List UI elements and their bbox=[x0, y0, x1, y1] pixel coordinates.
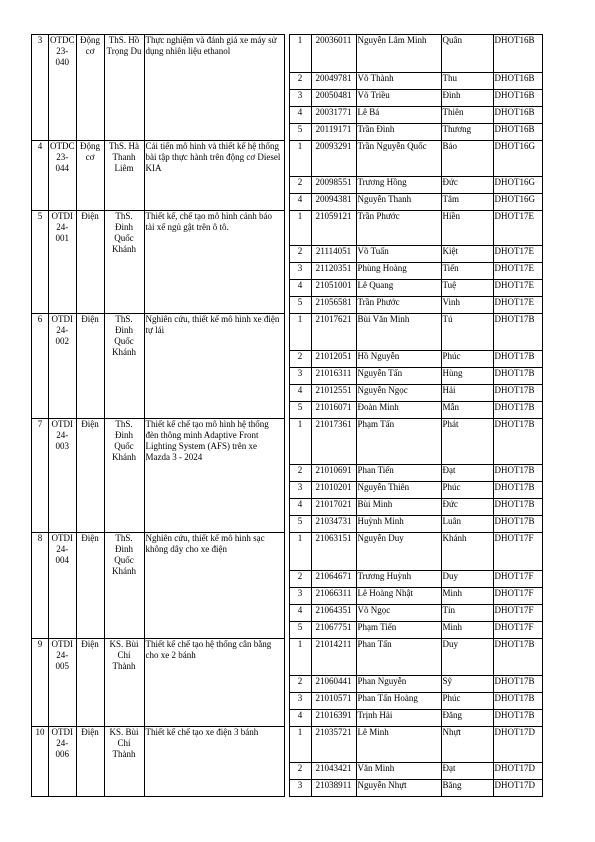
student-last-name: Nguyễn Ngọc bbox=[356, 385, 441, 402]
student-index: 1 bbox=[289, 419, 311, 465]
student-index: 5 bbox=[289, 516, 311, 533]
student-class: DHOT17B bbox=[493, 351, 542, 368]
student-first-name: Đức bbox=[441, 499, 493, 516]
project-code-line: 23- bbox=[56, 46, 69, 56]
student-class: DHOT17B bbox=[493, 516, 542, 533]
project-code-line: 23- bbox=[56, 152, 69, 162]
advisor bbox=[104, 419, 144, 533]
project-field-line: Điện bbox=[81, 639, 99, 649]
group-first-row bbox=[32, 533, 543, 571]
student-index: 5 bbox=[289, 124, 311, 141]
project-field bbox=[76, 35, 104, 141]
student-first-name: Đức bbox=[441, 177, 493, 194]
student-class: DHOT16B bbox=[493, 35, 542, 73]
student-first-name: Duy bbox=[441, 571, 493, 588]
project-field bbox=[76, 419, 104, 533]
student-index: 5 bbox=[289, 297, 311, 314]
student-class: DHOT16B bbox=[493, 90, 542, 107]
student-index: 4 bbox=[289, 385, 311, 402]
project-code bbox=[49, 727, 77, 797]
project-code-line: OTDI bbox=[51, 639, 73, 649]
student-index: 1 bbox=[289, 211, 311, 246]
student-index: 1 bbox=[289, 141, 311, 177]
student-class: DHOT17F bbox=[493, 622, 542, 639]
student-index: 4 bbox=[289, 710, 311, 727]
student-last-name: Võ Thành bbox=[356, 73, 441, 90]
row-number: 3 bbox=[32, 35, 49, 141]
student-index: 1 bbox=[289, 35, 311, 73]
student-id: 20050481 bbox=[311, 90, 356, 107]
student-last-name: Võ Ngọc bbox=[356, 605, 441, 622]
student-index: 1 bbox=[289, 727, 311, 763]
student-index: 4 bbox=[289, 107, 311, 124]
student-last-name: Nguyễn Lâm Minh bbox=[356, 35, 441, 73]
student-id: 20094381 bbox=[311, 194, 356, 211]
advisor bbox=[104, 141, 144, 211]
advisor-line: Thanh bbox=[112, 152, 136, 162]
student-id: 20093291 bbox=[311, 141, 356, 177]
student-index: 2 bbox=[289, 351, 311, 368]
project-title: Nghiên cứu, thiết kế mô hình sạc không dây cho xe điện bbox=[144, 533, 284, 639]
student-last-name: Võ Triều bbox=[356, 90, 441, 107]
student-first-name: Mẫn bbox=[441, 402, 493, 419]
student-first-name: Tín bbox=[441, 605, 493, 622]
student-last-name: Bùi Minh bbox=[356, 499, 441, 516]
student-last-name: Nguyễn Duy bbox=[356, 533, 441, 571]
project-code-line: 002 bbox=[55, 336, 69, 346]
student-id: 21067751 bbox=[311, 622, 356, 639]
project-code-line: OTDI bbox=[51, 211, 73, 221]
student-first-name: Minh bbox=[441, 622, 493, 639]
student-last-name: Văn Minh bbox=[356, 763, 441, 780]
student-first-name: Phúc bbox=[441, 482, 493, 499]
student-last-name: Trần Đình bbox=[356, 124, 441, 141]
student-first-name: Luân bbox=[441, 516, 493, 533]
project-title: Nghiên cứu, thiết kế mô hình xe điện tự lái bbox=[144, 314, 284, 419]
project-field bbox=[76, 211, 104, 314]
group-first-row bbox=[32, 419, 543, 465]
project-code bbox=[49, 533, 77, 639]
student-class: DHOT16G bbox=[493, 177, 542, 194]
row-number: 5 bbox=[32, 211, 49, 314]
advisor-line: ThS. Hồ bbox=[108, 35, 140, 45]
student-last-name: Phạm Tấn bbox=[356, 419, 441, 465]
project-title: Thiết kế chế tạo hệ thống cân bằng cho xe 2 bánh bbox=[144, 639, 284, 727]
student-last-name: Trần Phước bbox=[356, 211, 441, 246]
student-id: 21014211 bbox=[311, 639, 356, 676]
advisor bbox=[104, 533, 144, 639]
student-id: 21060441 bbox=[311, 676, 356, 693]
student-id: 21016391 bbox=[311, 710, 356, 727]
student-class: DHOT17B bbox=[493, 482, 542, 499]
group-first-row bbox=[32, 314, 543, 351]
project-field bbox=[76, 639, 104, 727]
student-index: 1 bbox=[289, 533, 311, 571]
project-field bbox=[76, 141, 104, 211]
project-code-line: 005 bbox=[55, 661, 69, 671]
student-class: DHOT17E bbox=[493, 280, 542, 297]
project-field-line: cơ bbox=[85, 46, 95, 56]
advisor bbox=[104, 727, 144, 797]
student-first-name: Thiên bbox=[441, 107, 493, 124]
project-title: Thiết kế chế tạo mô hình hệ thống đèn thông minh Adaptive Front Lighting System (AFS) trên xe Mazda 3 - 2024 bbox=[144, 419, 284, 533]
student-last-name: Nguyễn Thanh bbox=[356, 194, 441, 211]
student-last-name: Phan Tấn bbox=[356, 639, 441, 676]
student-first-name: Duy bbox=[441, 639, 493, 676]
advisor-line: Khánh bbox=[112, 566, 136, 576]
student-first-name: Phúc bbox=[441, 693, 493, 710]
project-title: Thiết kế, chế tạo mô hình cảnh báo tài xế ngủ gật trên ô tô. bbox=[144, 211, 284, 314]
project-code-line: 24- bbox=[56, 430, 69, 440]
student-id: 21012551 bbox=[311, 385, 356, 402]
student-id: 21016071 bbox=[311, 402, 356, 419]
project-field-line: cơ bbox=[85, 152, 95, 162]
student-first-name: Hải bbox=[441, 385, 493, 402]
group-first-row bbox=[32, 727, 543, 763]
student-class: DHOT17B bbox=[493, 499, 542, 516]
advisor-line: Liêm bbox=[114, 163, 134, 173]
student-last-name: Nguyễn Nhựt bbox=[356, 780, 441, 797]
student-id: 21017021 bbox=[311, 499, 356, 516]
student-first-name: Vinh bbox=[441, 297, 493, 314]
row-number: 4 bbox=[32, 141, 49, 211]
advisor-line: Khánh bbox=[112, 244, 136, 254]
student-id: 20031771 bbox=[311, 107, 356, 124]
advisor-line: ThS. Đinh bbox=[115, 211, 133, 232]
project-field bbox=[76, 727, 104, 797]
advisor-line: Chí bbox=[117, 650, 131, 660]
advisor bbox=[104, 35, 144, 141]
student-id: 21010571 bbox=[311, 693, 356, 710]
student-index: 2 bbox=[289, 676, 311, 693]
student-first-name: Phúc bbox=[441, 351, 493, 368]
student-index: 1 bbox=[289, 639, 311, 676]
student-index: 2 bbox=[289, 465, 311, 482]
advisor-line: Khánh bbox=[112, 347, 136, 357]
advisor bbox=[104, 314, 144, 419]
student-last-name: Phùng Hoàng bbox=[356, 263, 441, 280]
student-index: 3 bbox=[289, 482, 311, 499]
student-index: 2 bbox=[289, 763, 311, 780]
project-title: Cải tiến mô hình và thiết kế hệ thống bài tập thực hành trên động cơ Diesel KIA bbox=[144, 141, 284, 211]
student-id: 20098551 bbox=[311, 177, 356, 194]
group-first-row bbox=[32, 211, 543, 246]
student-id: 20049781 bbox=[311, 73, 356, 90]
student-id: 21064351 bbox=[311, 605, 356, 622]
student-last-name: Phan Tấn Hoàng bbox=[356, 693, 441, 710]
project-field-line: Động bbox=[80, 35, 100, 45]
student-last-name: Phan Tiến bbox=[356, 465, 441, 482]
project-field-line: Điện bbox=[81, 211, 99, 221]
student-id: 21034731 bbox=[311, 516, 356, 533]
advisor-line: Quốc bbox=[114, 233, 134, 243]
group-first-row bbox=[32, 141, 543, 177]
project-code-line: OTDI bbox=[51, 419, 73, 429]
student-last-name: Trần Nguyễn Quốc bbox=[356, 141, 441, 177]
student-first-name: Đạt bbox=[441, 763, 493, 780]
student-class: DHOT17B bbox=[493, 639, 542, 676]
project-field-line: Động bbox=[80, 141, 100, 151]
student-first-name: Đăng bbox=[441, 710, 493, 727]
student-index: 3 bbox=[289, 90, 311, 107]
student-last-name: Lê Minh bbox=[356, 727, 441, 763]
advisor-line: Quốc bbox=[114, 555, 134, 565]
project-code-line: 24- bbox=[56, 544, 69, 554]
student-class: DHOT17D bbox=[493, 780, 542, 797]
student-index: 3 bbox=[289, 780, 311, 797]
project-code-line: OTDC bbox=[50, 141, 75, 151]
student-id: 21056581 bbox=[311, 297, 356, 314]
student-id: 21010201 bbox=[311, 482, 356, 499]
student-id: 20119171 bbox=[311, 124, 356, 141]
project-code-line: 24- bbox=[56, 222, 69, 232]
advisor-line: Quốc bbox=[114, 441, 134, 451]
student-index: 2 bbox=[289, 177, 311, 194]
student-index: 2 bbox=[289, 571, 311, 588]
student-last-name: Trương Huỳnh bbox=[356, 571, 441, 588]
student-class: DHOT17B bbox=[493, 368, 542, 385]
student-last-name: Phạm Tiến bbox=[356, 622, 441, 639]
student-class: DHOT16B bbox=[493, 73, 542, 90]
advisor-line: ThS. Đinh bbox=[115, 533, 133, 554]
student-index: 2 bbox=[289, 73, 311, 90]
student-index: 4 bbox=[289, 194, 311, 211]
student-class: DHOT17B bbox=[493, 419, 542, 465]
project-field-line: Điện bbox=[81, 533, 99, 543]
student-last-name: Lê Bá bbox=[356, 107, 441, 124]
student-last-name: Trần Phước bbox=[356, 297, 441, 314]
advisor-line: Chí bbox=[117, 738, 131, 748]
student-index: 5 bbox=[289, 622, 311, 639]
row-number: 6 bbox=[32, 314, 49, 419]
project-code-line: OTDI bbox=[51, 727, 73, 737]
project-code bbox=[49, 314, 77, 419]
student-last-name: Lê Quang bbox=[356, 280, 441, 297]
student-first-name: Thương bbox=[441, 124, 493, 141]
student-class: DHOT17B bbox=[493, 402, 542, 419]
student-first-name: Thu bbox=[441, 73, 493, 90]
thesis-assignment-table bbox=[31, 34, 543, 797]
advisor-line: ThS. Hà bbox=[109, 141, 139, 151]
advisor-line: Quốc bbox=[114, 336, 134, 346]
student-last-name: Trịnh Hải bbox=[356, 710, 441, 727]
project-code-line: OTDI bbox=[51, 314, 73, 324]
student-class: DHOT17F bbox=[493, 605, 542, 622]
student-class: DHOT17E bbox=[493, 211, 542, 246]
student-last-name: Võ Tuấn bbox=[356, 246, 441, 263]
student-first-name: Băng bbox=[441, 780, 493, 797]
student-class: DHOT17D bbox=[493, 763, 542, 780]
student-id: 21012051 bbox=[311, 351, 356, 368]
student-first-name: Tú bbox=[441, 314, 493, 351]
student-id: 21038911 bbox=[311, 780, 356, 797]
student-class: DHOT17B bbox=[493, 314, 542, 351]
student-id: 21017621 bbox=[311, 314, 356, 351]
project-code-line: 24- bbox=[56, 325, 69, 335]
student-last-name: Nguyễn Thiên bbox=[356, 482, 441, 499]
project-code-line: 044 bbox=[55, 163, 69, 173]
project-code-line: 006 bbox=[55, 749, 69, 759]
project-code-line: 24- bbox=[56, 650, 69, 660]
student-index: 1 bbox=[289, 314, 311, 351]
advisor-line: KS. Bùi bbox=[109, 727, 139, 737]
student-index: 3 bbox=[289, 263, 311, 280]
project-code bbox=[49, 35, 77, 141]
student-class: DHOT17E bbox=[493, 297, 542, 314]
student-first-name: Bảo bbox=[441, 141, 493, 177]
student-id: 21066311 bbox=[311, 588, 356, 605]
student-id: 21064671 bbox=[311, 571, 356, 588]
student-first-name: Minh bbox=[441, 588, 493, 605]
row-number: 8 bbox=[32, 533, 49, 639]
student-index: 3 bbox=[289, 588, 311, 605]
student-class: DHOT17E bbox=[493, 246, 542, 263]
advisor-line: Khánh bbox=[112, 452, 136, 462]
student-index: 3 bbox=[289, 693, 311, 710]
project-field bbox=[76, 533, 104, 639]
student-class: DHOT17B bbox=[493, 385, 542, 402]
student-class: DHOT17E bbox=[493, 263, 542, 280]
advisor-line: Thành bbox=[112, 661, 136, 671]
advisor-line: ThS. Đinh bbox=[115, 314, 133, 335]
student-last-name: Lê Hoàng Nhật bbox=[356, 588, 441, 605]
student-class: DHOT17B bbox=[493, 710, 542, 727]
advisor bbox=[104, 211, 144, 314]
advisor-line: ThS. Đinh bbox=[115, 419, 133, 440]
student-class: DHOT16B bbox=[493, 107, 542, 124]
student-last-name: Phan Nguyễn bbox=[356, 676, 441, 693]
project-code-line: 24- bbox=[56, 738, 69, 748]
project-title: Thiết kế chế tạo xe điện 3 bánh bbox=[144, 727, 284, 797]
student-id: 21017361 bbox=[311, 419, 356, 465]
student-index: 4 bbox=[289, 605, 311, 622]
student-index: 3 bbox=[289, 368, 311, 385]
student-class: DHOT17B bbox=[493, 693, 542, 710]
student-first-name: Đình bbox=[441, 90, 493, 107]
student-class: DHOT17F bbox=[493, 571, 542, 588]
student-first-name: Quân bbox=[441, 35, 493, 73]
student-class: DHOT17B bbox=[493, 465, 542, 482]
student-id: 21035721 bbox=[311, 727, 356, 763]
student-index: 2 bbox=[289, 246, 311, 263]
project-code-line: 001 bbox=[55, 233, 69, 243]
student-first-name: Khánh bbox=[441, 533, 493, 571]
student-index: 4 bbox=[289, 499, 311, 516]
student-first-name: Kiệt bbox=[441, 246, 493, 263]
student-id: 21016311 bbox=[311, 368, 356, 385]
group-first-row bbox=[32, 35, 543, 73]
row-number: 9 bbox=[32, 639, 49, 727]
project-field-line: Điện bbox=[81, 727, 99, 737]
student-id: 21114051 bbox=[311, 246, 356, 263]
student-last-name: Hồ Nguyễn bbox=[356, 351, 441, 368]
student-first-name: Nhựt bbox=[441, 727, 493, 763]
project-field bbox=[76, 314, 104, 419]
student-first-name: Hùng bbox=[441, 368, 493, 385]
table-body bbox=[32, 35, 543, 797]
advisor bbox=[104, 639, 144, 727]
project-code-line: 004 bbox=[55, 555, 69, 565]
student-id: 20036011 bbox=[311, 35, 356, 73]
advisor-line: KS. Bùi bbox=[109, 639, 139, 649]
student-last-name: Huỳnh Minh bbox=[356, 516, 441, 533]
student-id: 21059121 bbox=[311, 211, 356, 246]
student-first-name: Tuệ bbox=[441, 280, 493, 297]
project-title: Thực nghiệm và đánh giá xe máy sử dụng nhiên liệu ethanol bbox=[144, 35, 284, 141]
student-index: 4 bbox=[289, 280, 311, 297]
student-class: DHOT17F bbox=[493, 533, 542, 571]
student-id: 21063151 bbox=[311, 533, 356, 571]
project-field-line: Điện bbox=[81, 419, 99, 429]
project-code bbox=[49, 639, 77, 727]
student-id: 21051001 bbox=[311, 280, 356, 297]
student-id: 21043421 bbox=[311, 763, 356, 780]
group-first-row bbox=[32, 639, 543, 676]
student-class: DHOT16B bbox=[493, 124, 542, 141]
student-class: DHOT17D bbox=[493, 727, 542, 763]
project-code bbox=[49, 141, 77, 211]
student-first-name: Tâm bbox=[441, 194, 493, 211]
project-code-line: OTDC bbox=[50, 35, 75, 45]
student-id: 21120351 bbox=[311, 263, 356, 280]
student-id: 21010691 bbox=[311, 465, 356, 482]
student-class: DHOT17F bbox=[493, 588, 542, 605]
project-code bbox=[49, 211, 77, 314]
student-class: DHOT16G bbox=[493, 194, 542, 211]
student-first-name: Sỹ bbox=[441, 676, 493, 693]
student-last-name: Đoàn Minh bbox=[356, 402, 441, 419]
project-field-line: Điện bbox=[81, 314, 99, 324]
student-class: DHOT17B bbox=[493, 676, 542, 693]
advisor-line: Thành bbox=[112, 749, 136, 759]
student-first-name: Phát bbox=[441, 419, 493, 465]
student-first-name: Đạt bbox=[441, 465, 493, 482]
student-first-name: Tiến bbox=[441, 263, 493, 280]
student-last-name: Bùi Văn Minh bbox=[356, 314, 441, 351]
student-last-name: Trương Hồng bbox=[356, 177, 441, 194]
row-number: 7 bbox=[32, 419, 49, 533]
project-code bbox=[49, 419, 77, 533]
project-code-line: 040 bbox=[55, 57, 69, 67]
project-code-line: 003 bbox=[55, 441, 69, 451]
student-first-name: Hiền bbox=[441, 211, 493, 246]
project-code-line: OTDI bbox=[51, 533, 73, 543]
student-index: 5 bbox=[289, 402, 311, 419]
student-last-name: Nguyễn Tấn bbox=[356, 368, 441, 385]
row-number: 10 bbox=[32, 727, 49, 797]
advisor-line: Trọng Du bbox=[106, 46, 142, 56]
student-class: DHOT16G bbox=[493, 141, 542, 177]
